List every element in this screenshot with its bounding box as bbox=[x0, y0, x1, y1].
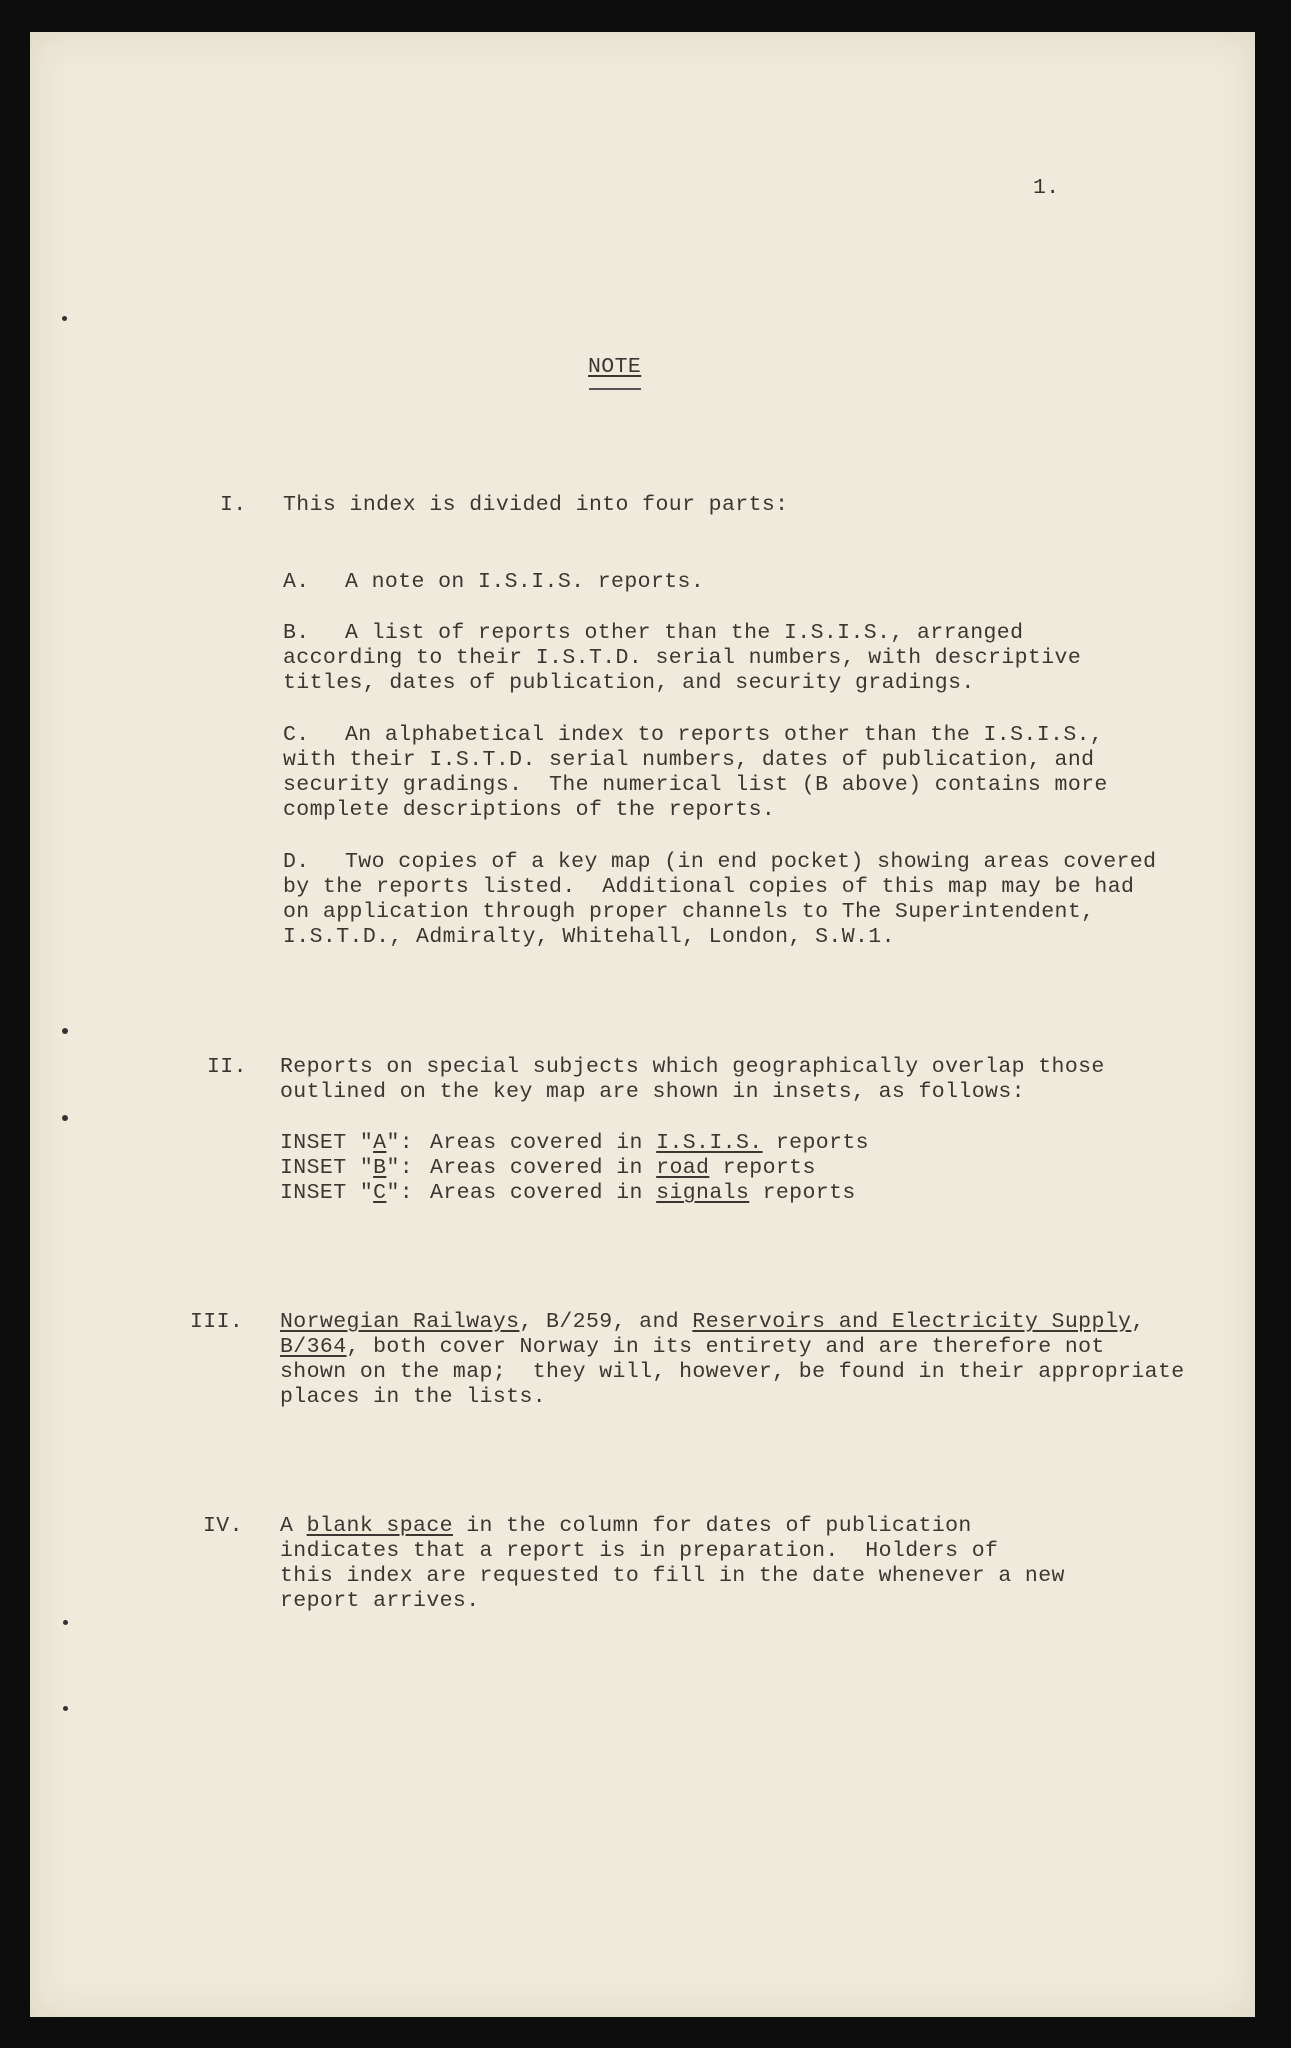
item-c-line: with their I.S.T.D. serial numbers, dates of publication, and bbox=[283, 748, 1095, 772]
report-number: B/364 bbox=[280, 1335, 347, 1359]
item-c-line: security gradings. The numerical list (B above) contains more bbox=[283, 773, 1108, 797]
inset-desc-text: Areas covered in bbox=[430, 1156, 657, 1180]
section-4-line: this index are requested to fill in the date whenever a new bbox=[280, 1564, 1065, 1588]
item-a-text: A note on I.S.I.S. reports. bbox=[345, 570, 705, 594]
section-4-line: report arrives. bbox=[280, 1589, 480, 1613]
section-3-line: shown on the map; they will, however, be found in their appropriate bbox=[280, 1360, 1185, 1384]
blank-space-emphasis: blank space bbox=[306, 1514, 453, 1538]
section-4-numeral: IV. bbox=[203, 1514, 243, 1538]
section-4-text: in the column for dates of publication bbox=[452, 1514, 972, 1538]
section-3-text: , bbox=[1131, 1310, 1145, 1334]
inset-description bbox=[430, 1131, 869, 1156]
inset-description bbox=[430, 1181, 856, 1206]
page-title: NOTE bbox=[588, 355, 642, 379]
inset-prefix: INSET " bbox=[280, 1181, 374, 1205]
item-c-label: C. bbox=[283, 723, 310, 747]
inset-desc-text: Areas covered in bbox=[430, 1131, 657, 1155]
inset-row bbox=[280, 1181, 413, 1206]
inset-suffix: ": bbox=[386, 1181, 414, 1205]
item-c-line: complete descriptions of the reports. bbox=[283, 798, 776, 822]
margin-mark bbox=[62, 1028, 68, 1034]
inset-desc-emphasis: road bbox=[656, 1156, 710, 1180]
item-d-line: Two copies of a key map (in end pocket) showing areas covered bbox=[345, 850, 1157, 874]
item-d-line: by the reports listed. Additional copies of this map may be had bbox=[283, 875, 1135, 899]
inset-description bbox=[430, 1156, 816, 1181]
inset-desc-emphasis: I.S.I.S. bbox=[656, 1131, 763, 1155]
section-4-text: A bbox=[280, 1514, 307, 1538]
section-4-line: indicates that a report is in preparation. Holders of bbox=[280, 1539, 999, 1563]
inset-desc-emphasis: signals bbox=[656, 1181, 750, 1205]
inset-letter: C bbox=[373, 1181, 387, 1205]
report-title-norwegian-railways: Norwegian Railways bbox=[280, 1310, 520, 1334]
section-3-line bbox=[280, 1310, 1145, 1335]
section-4-line bbox=[280, 1514, 972, 1539]
page-number: 1. bbox=[1033, 176, 1060, 200]
inset-row bbox=[280, 1131, 413, 1156]
section-2-numeral: II. bbox=[207, 1055, 247, 1079]
section-3-numeral: III. bbox=[190, 1310, 244, 1334]
inset-prefix: INSET " bbox=[280, 1131, 374, 1155]
margin-mark bbox=[62, 316, 67, 321]
item-b-line: A list of reports other than the I.S.I.S., arranged bbox=[345, 621, 1024, 645]
item-b-label: B. bbox=[283, 621, 310, 645]
item-d-line: I.S.T.D., Admiralty, Whitehall, London, S.W.1. bbox=[283, 925, 895, 949]
section-3-line: places in the lists. bbox=[280, 1385, 547, 1409]
item-d-label: D. bbox=[283, 850, 310, 874]
inset-desc-text: Areas covered in bbox=[430, 1181, 657, 1205]
section-2-line: Reports on special subjects which geographically overlap those bbox=[280, 1055, 1105, 1079]
margin-mark bbox=[63, 1706, 68, 1711]
item-b-line: according to their I.S.T.D. serial numbers, with descriptive bbox=[283, 646, 1082, 670]
inset-desc-text: reports bbox=[749, 1181, 856, 1205]
margin-mark bbox=[62, 1115, 68, 1121]
section-3-text: , both cover Norway in its entirety and are therefore not bbox=[346, 1335, 1105, 1359]
section-1-intro: This index is divided into four parts: bbox=[283, 493, 789, 517]
margin-mark bbox=[63, 1620, 68, 1625]
document-page bbox=[30, 32, 1255, 2017]
inset-desc-text: reports bbox=[709, 1156, 816, 1180]
item-c-line: An alphabetical index to reports other than the I.S.I.S., bbox=[345, 723, 1104, 747]
title-double-underline bbox=[589, 388, 641, 390]
item-d-line: on application through proper channels to The Superintendent, bbox=[283, 900, 1095, 924]
section-3-text: , B/259, and bbox=[519, 1310, 693, 1334]
section-3-line bbox=[280, 1335, 1105, 1360]
inset-prefix: INSET " bbox=[280, 1156, 374, 1180]
inset-row bbox=[280, 1156, 413, 1181]
item-a-label: A. bbox=[283, 570, 310, 594]
report-title-reservoirs: Reservoirs and Electricity Supply bbox=[692, 1310, 1132, 1334]
inset-desc-text: reports bbox=[762, 1131, 869, 1155]
item-b-line: titles, dates of publication, and security gradings. bbox=[283, 671, 975, 695]
inset-suffix: ": bbox=[386, 1156, 414, 1180]
inset-letter: B bbox=[373, 1156, 387, 1180]
section-2-line: outlined on the key map are shown in insets, as follows: bbox=[280, 1080, 1025, 1104]
inset-suffix: ": bbox=[386, 1131, 414, 1155]
inset-letter: A bbox=[373, 1131, 387, 1155]
section-1-numeral: I. bbox=[220, 493, 247, 517]
